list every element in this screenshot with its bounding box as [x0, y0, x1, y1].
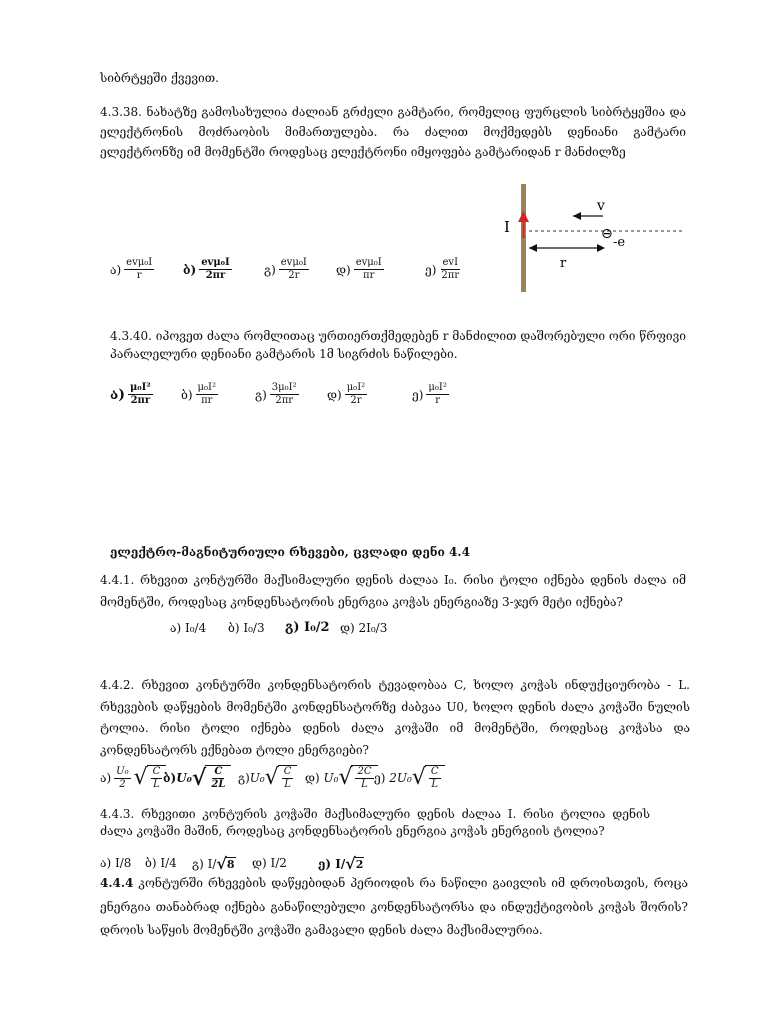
- question-4-4-1: 4.4.1. რხევით კონტურში მაქსიმალური დენის ძალაა I₀. რისი ტოლი იქნება დენის ძალა იმ მომენტში, როდესაც კონდენსატორის ენერგია კოჭას ენერგიაზე 3-ჯერ მეტი იქნება?: [100, 573, 686, 609]
- fraction: $\frac{\text{evI}}{2\pi r}$: [441, 257, 460, 281]
- question-number: 4.3.38.: [100, 105, 142, 119]
- sqrt: √ 8: [216, 854, 235, 873]
- electron-symbol: ⊖: [601, 226, 613, 242]
- sqrt: √ $\frac{C}{L}$: [134, 765, 167, 791]
- option-d[interactable]: დ) $\frac{\text{μ₀I²}}{2r}$: [327, 382, 366, 406]
- distance-arrow-right: [597, 244, 605, 252]
- option-a[interactable]: ა) I/8: [100, 856, 132, 870]
- question-4-3-38: [100, 102, 686, 162]
- option-c[interactable]: გ) I₀/2: [285, 620, 330, 635]
- option-b[interactable]: ბ) I/4: [145, 856, 177, 870]
- option-c[interactable]: გ) $\frac{\text{3μ₀I²}}{2\pi r}$: [255, 382, 297, 406]
- question-4-4-2: 4.4.2. რხევით კონტურში კონდენსატორის ტევადობაა C, ხოლო კოჭას ინდუქციურობა - L. რხევების დაწყების მომენტში კონდენსატორზე ძაბვაა U0, ხოლო დენის ძალა კოჭაში ნულის ტოლია. რისი ტოლი იქნება დენის ძალა კოჭაში იმ მომენტში, როდესაც კოჭასა და კონდენსატორს ექნებათ ტოლი ენერგიები?: [100, 678, 690, 757]
- fraction: $\frac{\text{μ₀I²}}{r}$: [428, 382, 447, 406]
- option-c[interactable]: გ) U₀ √ $\frac{C}{L}$: [238, 765, 297, 791]
- charge-label: -e: [613, 235, 626, 250]
- current-label: I: [504, 218, 510, 236]
- sqrt: √ $\frac{C}{L}$: [412, 765, 445, 791]
- fraction: $\frac{\text{evμ₀I}}{2\pi r}$: [201, 257, 230, 281]
- option-b[interactable]: ბ) U₀ √ $\frac{C}{2L}$: [163, 765, 231, 791]
- option-a[interactable]: ა) $\frac{\text{evμ₀I}}{r}$: [110, 257, 153, 281]
- current-arrow-head: [518, 211, 529, 222]
- option-a[interactable]: ა) $\frac{\text{μ₀I²}}{2\pi r}$: [110, 382, 151, 406]
- option-c[interactable]: გ) $\frac{\text{evμ₀I}}{2r}$: [264, 257, 307, 281]
- section-title: ელექტრო-მაგნიტურიული რხევები, ცვლადი დენი 4.4: [110, 545, 470, 559]
- fraction: $\frac{\text{evμ₀I}}{\pi r}$: [355, 257, 382, 281]
- fraction: $\frac{\text{μ₀I²}}{2r}$: [346, 382, 366, 406]
- option-e[interactable]: ე) $\frac{\text{evI}}{2\pi r}$: [425, 257, 460, 281]
- question-4-4-3: 4.4.3. რხევითი კონტურის კოჭაში მაქსიმალური დენის ძალაა I. რისი ტოლია დენის ძალა კოჭაში მაშინ, როდესაც კონდენსატორის ენერგია კოჭას ენერგიის ტოლია?: [100, 807, 650, 838]
- sqrt: √ $\frac{C}{2L}$: [192, 765, 231, 791]
- question-number: 4.4.4: [100, 876, 134, 890]
- question-4-4-4: [100, 872, 688, 943]
- sqrt: √ 2: [345, 854, 364, 873]
- question-text: კონტურში რხევების დაწყებიდან პერიოდის რა ნაწილი გაივლის იმ დროისთვის, როცა ენერგია თანაბრად იქნება განაწილებული კონდენსატორსა და ინდუქტივობის კოჭას შორის? დროის საწყის მომენტში კოჭაში გამავალი დენის ძალა მაქსიმალურია.: [100, 876, 688, 937]
- fraction: $\frac{\text{3μ₀I²}}{2\pi r}$: [271, 382, 297, 406]
- option-a[interactable]: ა) $\frac{\text{U₀}}{2}$ √ $\frac{C}{L}$: [100, 765, 166, 791]
- sqrt: √ $\frac{C}{L}$: [265, 765, 298, 791]
- option-b[interactable]: ბ) $\frac{\text{evμ₀I}}{2\pi r}$: [183, 257, 230, 281]
- distance-arrow-left: [529, 244, 537, 252]
- continued-text: სიბრტყეში ქვევით.: [100, 71, 219, 85]
- velocity-arrow-head: [573, 212, 581, 220]
- distance-label: r: [560, 256, 567, 271]
- option-c[interactable]: გ) I/ √ 8: [192, 854, 235, 873]
- option-a[interactable]: ა) I₀/4: [170, 621, 207, 635]
- option-d[interactable]: დ) 2I₀/3: [340, 621, 388, 635]
- velocity-label: v: [597, 198, 605, 214]
- option-b[interactable]: ბ) I₀/3: [228, 621, 265, 635]
- question-4-3-40: 4.3.40. იპოვეთ ძალა რომლითაც ურთიერთქმედებენ r მანძილით დაშორებული ორი წრფივი პარალელური დენიანი გამტარის 1მ სიგრძის ნაწილები.: [110, 329, 686, 361]
- option-b[interactable]: ბ) $\frac{\text{μ₀I²}}{\pi r}$: [181, 382, 217, 406]
- option-e[interactable]: ე) $\frac{\text{μ₀I²}}{r}$: [412, 382, 447, 406]
- option-e[interactable]: ე) 2U₀ √ $\frac{C}{L}$: [374, 765, 445, 791]
- fraction: $\frac{\text{μ₀I²}}{2\pi r}$: [129, 382, 151, 406]
- option-d[interactable]: დ) $\frac{\text{evμ₀I}}{\pi r}$: [336, 257, 382, 281]
- fraction: $\frac{\text{evμ₀I}}{r}$: [126, 257, 153, 281]
- option-d[interactable]: დ) I/2: [252, 856, 287, 870]
- fraction: $\frac{\text{evμ₀I}}{2r}$: [280, 257, 307, 281]
- question-text: ნახატზე გამოსახულია ძალიან გრძელი გამტარი, რომელიც ფურცლის სიბრტყეშია და ელექტრონის მოძრაობის მიმართულება. რა ძალით მოქმედებს დენიანი გამტარი ელექტრონზე იმ მომენტში როდესაც ელექტრონი იმყოფება გამტარიდან r მანძილზე: [100, 105, 686, 159]
- sqrt: √ $\frac{2C}{L}$: [338, 765, 377, 791]
- option-e[interactable]: ე) I/ √ 2: [318, 854, 364, 873]
- option-d[interactable]: დ) U₀ √ $\frac{2C}{L}$: [305, 765, 378, 791]
- fraction: $\frac{\text{μ₀I²}}{\pi r}$: [197, 382, 217, 406]
- wire-electron-figure: [495, 178, 695, 298]
